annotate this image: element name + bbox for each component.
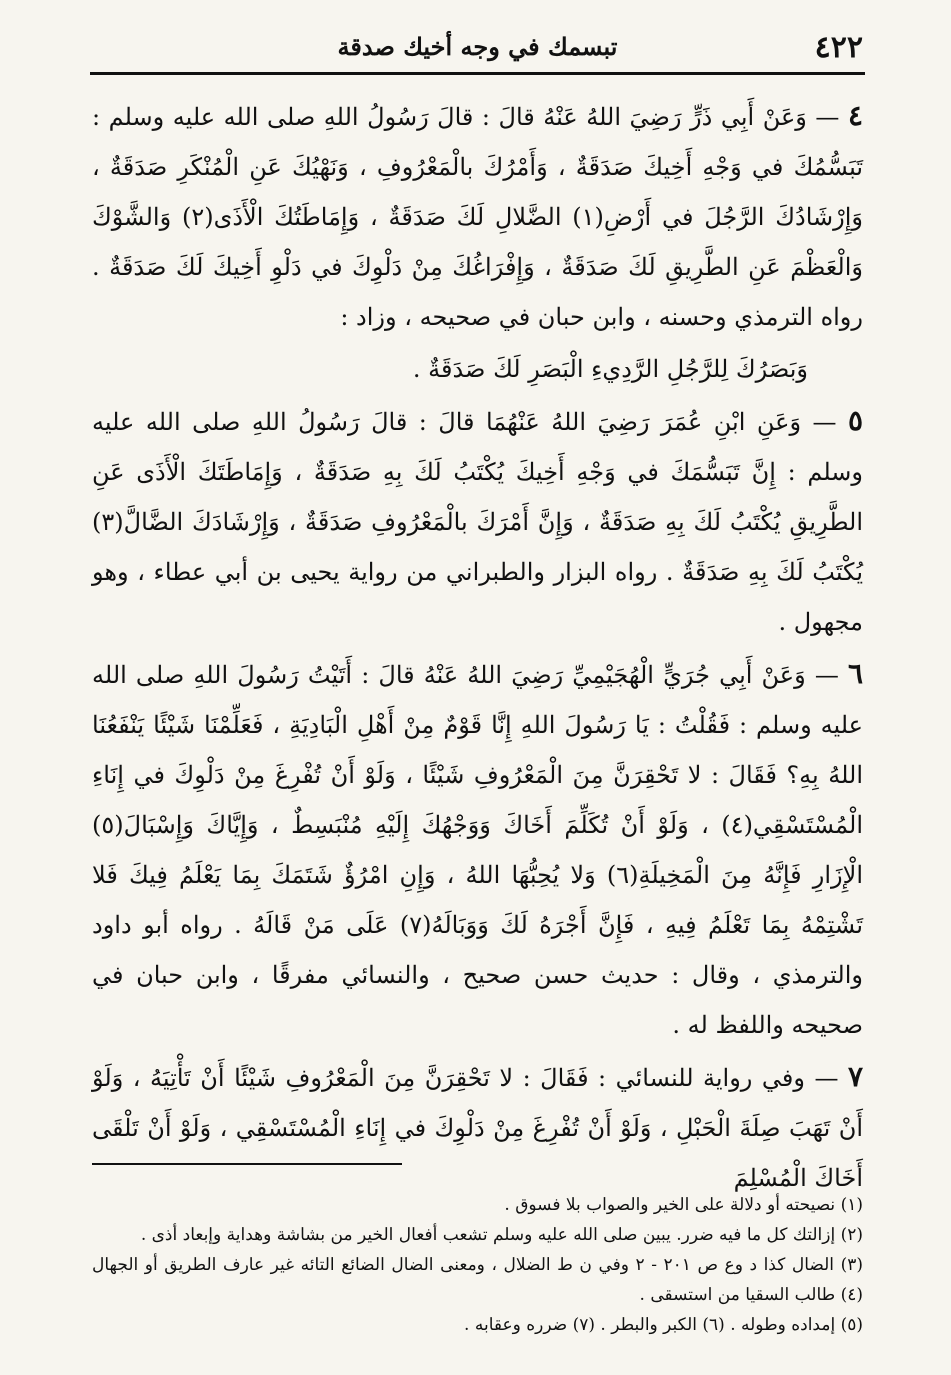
footnote-1: (١) نصيحته أو دلالة على الخير والصواب بلا فسوق . [504, 1195, 863, 1215]
footnotes [92, 1190, 863, 1340]
hadith-text: — وفي رواية للنسائي : فَقَالَ : لا تَحْقِرَنَّ مِنَ الْمَعْرُوفِ شَيْئًا أَنْ تَأْتِيَهُ ، وَلَوْ أَنْ تَهَبَ صِلَةَ الْحَبْلِ ، وَلَوْ أَنْ تُفْرِغَ مِنْ دَلْوِكَ في إِنَاءِ الْمُسْتَسْقِي ، وَلَوْ أَنْ تَلْقَى أَخَاكَ الْمُسْلِمَ [92, 1064, 863, 1192]
hadith-text: — وَعَنِ ابْنِ عُمَرَ رَضِيَ اللهُ عَنْهُمَا قالَ : قالَ رَسُولُ اللهِ صلى الله عليه وسلم : إِنَّ تَبَسُّمَكَ في وَجْهِ أَخِيكَ يُكْتَبُ لَكَ بِهِ صَدَقَةٌ ، وَإِمَاطَتَكَ الْأَذَى عَنِ الطَّرِيقِ يُكْتَبُ لَكَ بِهِ صَدَقَةٌ ، وَإِنَّ أَمْرَكَ بالْمَعْرُوفِ صَدَقَةٌ ، وَإِرْشَادَكَ الضَّالَّ(٣) يُكْتَبُ لَكَ بِهِ صَدَقَةٌ . رواه البزار والطبراني من رواية يحيى بن أبي عطاء ، وهو مجهول . [92, 408, 863, 636]
page-header [92, 28, 863, 68]
hadith-4-addition: وَبَصَرُكَ لِلرَّجُلِ الرَّدِيءِ الْبَصَرِ لَكَ صَدَقَةٌ . [412, 355, 808, 383]
hadith-number: ٥ [847, 404, 863, 437]
hadith-number: ٧ [847, 1060, 863, 1093]
hadith-text: — وَعَنْ أَبِي جُرَيٍّ الْهُجَيْمِيِّ رَضِيَ اللهُ عَنْهُ قالَ : أَتَيْتُ رَسُولَ اللهِ صلى الله عليه وسلم : فَقُلْتُ : يَا رَسُولَ اللهِ إِنَّا قَوْمٌ مِنْ أَهْلِ الْبَادِيَةِ ، فَعَلِّمْنَا شَيْئًا يَنْفَعُنَا اللهُ بِهِ؟ فَقَالَ : لا تَحْقِرَنَّ مِنَ الْمَعْرُوفِ شَيْئًا ، وَلَوْ أَنْ تُفْرِغَ مِنْ دَلْوِكَ في إِنَاءِ الْمُسْتَسْقِي(٤) ، وَلَوْ أَنْ تُكَلِّمَ أَخَاكَ وَوَجْهُكَ إِلَيْهِ مُنْبَسِطٌ ، وَإِيَّاكَ وَإِسْبَالَ(٥) الْإِزَارِ فَإِنَّهُ مِنَ الْمَخِيلَةِ(٦) وَلا يُحِبُّهَا اللهُ ، وَإِنِ امْرُؤٌ شَتَمَكَ بِمَا يَعْلَمُ فِيكَ فَلا تَشْتِمْهُ بِمَا تَعْلَمُ فِيهِ ، فَإِنَّ أَجْرَهُ لَكَ وَوَبَالَهُ(٧) عَلَى مَنْ قَالَهُ . رواه أبو داود والترمذي ، وقال : حديث حسن صحيح ، والنسائي مفرقًا ، وابن حبان في صحيحه واللفظ له . [92, 661, 863, 1039]
running-title: تبسمك في وجه أخيك صدقة [337, 32, 618, 61]
page-number: ٤٢٢ [814, 30, 863, 65]
footnote-5-7: (٥) إمداده وطوله . (٦) الكبر والبطر . (٧) ضرره وعقابه . [464, 1315, 863, 1335]
footnote-3-4: (٣) الضال كذا د وع ص ٢٠١ - ٢ وفي ن ط الضلال ، ومعنى الضال الضائع التائه غير عارف الطريق أو الجهال (٤) طالب السقيا من استسقى . [92, 1255, 863, 1305]
footnote-2: (٢) إزالتك كل ما فيه ضرر. يبين صلى الله عليه وسلم تشعب أفعال الخير من بشاشة وهداية وإبعاد أذى . [140, 1225, 863, 1245]
hadith-text: — وَعَنْ أَبِي ذَرٍّ رَضِيَ اللهُ عَنْهُ قالَ : قالَ رَسُولُ اللهِ صلى الله عليه وسلم : تَبَسُّمُكَ في وَجْهِ أَخِيكَ صَدَقَةٌ ، وَأَمْرُكَ بالْمَعْرُوفِ ، وَنَهْيُكَ عَنِ الْمُنْكَرِ صَدَقَةٌ ، وَإِرْشَادُكَ الرَّجُلَ في أَرْضِ(١) الضَّلالِ لَكَ صَدَقَةٌ ، وَإِمَاطَتُكَ الْأَذَى(٢) وَالشَّوْكَ وَالْعَظْمَ عَنِ الطَّرِيقِ لَكَ صَدَقَةٌ ، وَإِفْرَاغُكَ مِنْ دَلْوِكَ في دَلْوِ أَخِيكَ لَكَ صَدَقَةٌ . رواه الترمذي وحسنه ، وابن حبان في صحيحه ، وزاد : [92, 103, 863, 331]
hadith-4 [92, 91, 863, 342]
hadith-number: ٦ [847, 657, 863, 690]
footnote-rule [92, 1163, 402, 1165]
hadith-5 [92, 396, 863, 647]
hadith-number: ٤ [847, 99, 863, 132]
hadith-7 [92, 1052, 863, 1203]
hadith-6 [92, 649, 863, 1050]
header-rule [90, 72, 865, 75]
main-text [92, 91, 863, 1203]
